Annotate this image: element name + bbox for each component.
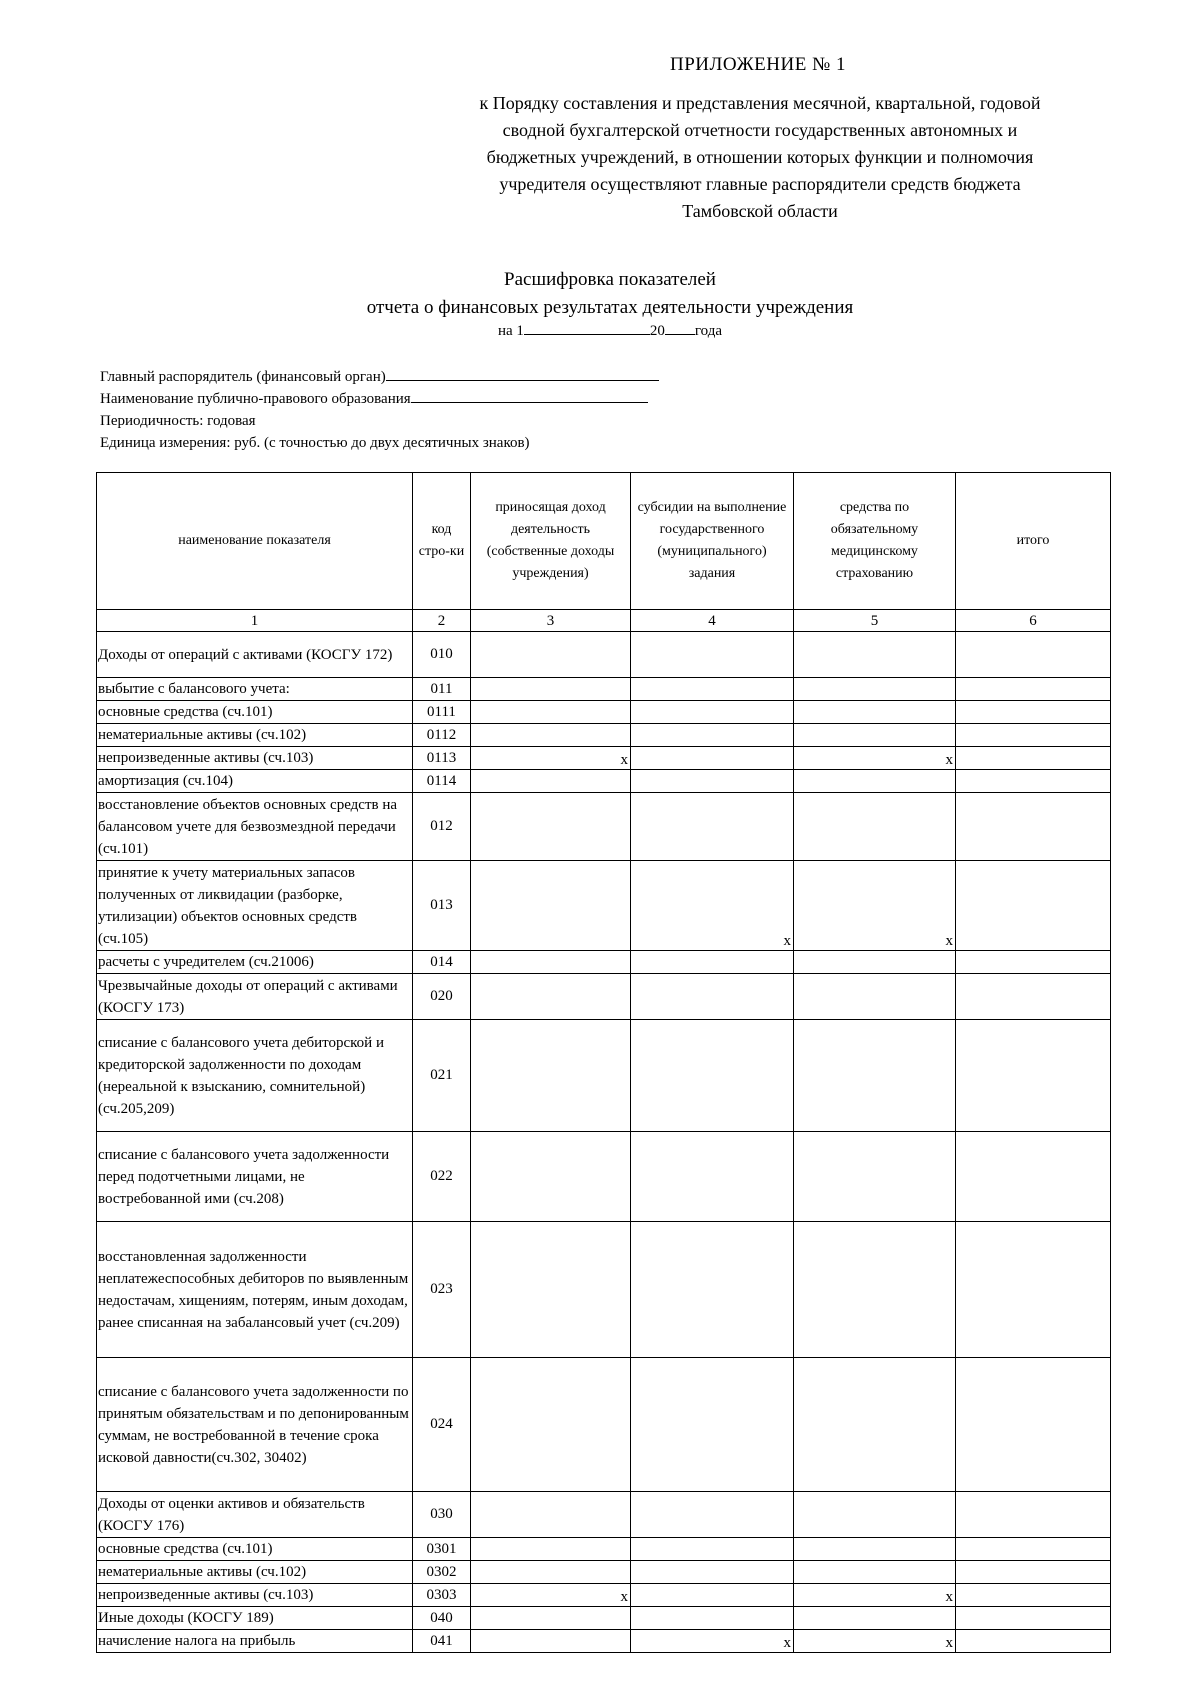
appendix-title: ПРИЛОЖЕНИЕ № 1: [670, 54, 846, 75]
cell-total[interactable]: [956, 793, 1111, 861]
row-code: 0301: [413, 1538, 471, 1561]
cell-income-activity[interactable]: [471, 724, 631, 747]
meta-chief: Главный распорядитель (финансовый орган): [100, 369, 386, 385]
header-name: наименование показателя: [97, 473, 413, 610]
table-row: [97, 1492, 1111, 1538]
cell-total[interactable]: [956, 1132, 1111, 1222]
row-code: 0303: [413, 1584, 471, 1607]
row-code: 013: [413, 861, 471, 951]
cell-medical-insurance[interactable]: [794, 632, 956, 678]
report-date-line: [300, 320, 920, 340]
table-row: [97, 861, 1111, 951]
table-row: [97, 951, 1111, 974]
table-row: [97, 793, 1111, 861]
cell-medical-insurance[interactable]: [794, 1132, 956, 1222]
cell-total[interactable]: [956, 701, 1111, 724]
cell-total[interactable]: [956, 770, 1111, 793]
row-name: нематериальные активы (сч.102): [97, 724, 413, 747]
cell-income-activity[interactable]: [471, 1492, 631, 1538]
cell-income-activity[interactable]: [471, 1538, 631, 1561]
cell-income-activity[interactable]: [471, 632, 631, 678]
appendix-text: [400, 90, 1120, 225]
row-name: списание с балансового учета задолженности по принятым обязательствам и по депонированным суммам, не востребованной в течение срока исковой давности(сч.302, 30402): [97, 1358, 413, 1492]
cell-subsidies[interactable]: [631, 1492, 794, 1538]
table-row: [97, 1561, 1111, 1584]
table-row: [97, 1222, 1111, 1358]
cell-subsidies[interactable]: x: [631, 861, 794, 951]
cell-income-activity[interactable]: x: [471, 747, 631, 770]
row-name: основные средства (сч.101): [97, 701, 413, 724]
cell-subsidies[interactable]: [631, 747, 794, 770]
table-row: [97, 747, 1111, 770]
cell-subsidies[interactable]: [631, 1132, 794, 1222]
cell-income-activity[interactable]: [471, 770, 631, 793]
column-number: 4: [631, 610, 794, 632]
cell-total[interactable]: [956, 951, 1111, 974]
row-name: непроизведенные активы (сч.103): [97, 747, 413, 770]
row-name: основные средства (сч.101): [97, 1538, 413, 1561]
row-name: Доходы от операций с активами (КОСГУ 172): [97, 632, 413, 678]
column-number: 3: [471, 610, 631, 632]
cell-total[interactable]: [956, 1020, 1111, 1132]
cell-medical-insurance[interactable]: [794, 1358, 956, 1492]
cell-subsidies[interactable]: [631, 678, 794, 701]
row-name: списание с балансового учета дебиторской и кредиторской задолженности по доходам (нереальной к взысканию, сомнительной) (сч.205,209): [97, 1020, 413, 1132]
table-row: [97, 701, 1111, 724]
row-code: 0111: [413, 701, 471, 724]
column-number: 1: [97, 610, 413, 632]
cell-income-activity[interactable]: [471, 1630, 631, 1653]
cell-medical-insurance[interactable]: [794, 1492, 956, 1538]
cell-subsidies[interactable]: [631, 1020, 794, 1132]
cell-subsidies[interactable]: [631, 770, 794, 793]
cell-income-activity[interactable]: [471, 678, 631, 701]
table-row: [97, 1584, 1111, 1607]
cell-total[interactable]: [956, 1222, 1111, 1358]
row-code: 022: [413, 1132, 471, 1222]
table-row: [97, 1607, 1111, 1630]
table-row: [97, 770, 1111, 793]
row-name: восстановление объектов основных средств на балансовом учете для безвозмездной передачи (сч.101): [97, 793, 413, 861]
cell-subsidies[interactable]: [631, 1538, 794, 1561]
cell-income-activity[interactable]: [471, 1561, 631, 1584]
meta-entity: Наименование публично-правового образования: [100, 391, 411, 407]
cell-subsidies[interactable]: [631, 793, 794, 861]
header-subsidies: субсидии на выполнение государственного (муниципального) задания: [631, 473, 794, 610]
cell-total[interactable]: [956, 974, 1111, 1020]
cell-total[interactable]: [956, 1561, 1111, 1584]
cell-income-activity[interactable]: [471, 1358, 631, 1492]
cell-medical-insurance[interactable]: [794, 724, 956, 747]
cell-income-activity[interactable]: x: [471, 1584, 631, 1607]
header-code: код стро-ки: [413, 473, 471, 610]
cell-subsidies[interactable]: [631, 1584, 794, 1607]
cell-medical-insurance[interactable]: [794, 1561, 956, 1584]
column-number: 5: [794, 610, 956, 632]
cell-medical-insurance[interactable]: x: [794, 747, 956, 770]
cell-income-activity[interactable]: [471, 1132, 631, 1222]
appendix-line: учредителя осуществляют главные распорядители средств бюджета: [499, 174, 1021, 194]
date-blank-year: [665, 320, 695, 335]
cell-medical-insurance[interactable]: [794, 701, 956, 724]
meta-chief-line: [100, 366, 659, 388]
row-code: 030: [413, 1492, 471, 1538]
cell-total[interactable]: [956, 1607, 1111, 1630]
row-code: 0114: [413, 770, 471, 793]
row-name: Доходы от оценки активов и обязательств (КОСГУ 176): [97, 1492, 413, 1538]
date-suffix: года: [694, 323, 723, 339]
cell-subsidies[interactable]: [631, 724, 794, 747]
date-blank-day-month: [524, 320, 650, 335]
table-header-row: [97, 473, 1111, 610]
row-name: Чрезвычайные доходы от операций с активами (КОСГУ 173): [97, 974, 413, 1020]
row-name: расчеты с учредителем (сч.21006): [97, 951, 413, 974]
row-name: принятие к учету материальных запасов полученных от ликвидации (разборке, утилизации) объектов основных средств (сч.105): [97, 861, 413, 951]
report-table: [96, 472, 1111, 1653]
date-mid: 20: [649, 323, 665, 339]
cell-medical-insurance[interactable]: [794, 793, 956, 861]
row-code: 0302: [413, 1561, 471, 1584]
cell-medical-insurance[interactable]: [794, 770, 956, 793]
cell-subsidies[interactable]: [631, 951, 794, 974]
row-name: нематериальные активы (сч.102): [97, 1561, 413, 1584]
table-row: [97, 1538, 1111, 1561]
cell-medical-insurance[interactable]: x: [794, 861, 956, 951]
cell-medical-insurance[interactable]: [794, 1538, 956, 1561]
header-total: итого: [956, 473, 1111, 610]
cell-total[interactable]: [956, 861, 1111, 951]
row-code: 011: [413, 678, 471, 701]
row-code: 012: [413, 793, 471, 861]
cell-subsidies[interactable]: x: [631, 1630, 794, 1653]
row-code: 024: [413, 1358, 471, 1492]
row-code: 020: [413, 974, 471, 1020]
table-row: [97, 1630, 1111, 1653]
row-name: выбытие с балансового учета:: [97, 678, 413, 701]
row-name: восстановленная задолженности неплатежеспособных дебиторов по выявленным недостачам, хищениям, потерям, иным доходам, ранее списанная на забалансовый учет (сч.209): [97, 1222, 413, 1358]
cell-total[interactable]: [956, 1630, 1111, 1653]
row-name: амортизация (сч.104): [97, 770, 413, 793]
row-code: 023: [413, 1222, 471, 1358]
cell-total[interactable]: [956, 747, 1111, 770]
meta-entity-line: [100, 388, 659, 410]
cell-subsidies[interactable]: [631, 974, 794, 1020]
row-code: 041: [413, 1630, 471, 1653]
cell-total[interactable]: [956, 1358, 1111, 1492]
cell-income-activity[interactable]: [471, 974, 631, 1020]
cell-income-activity[interactable]: [471, 861, 631, 951]
row-name: Иные доходы (КОСГУ 189): [97, 1607, 413, 1630]
appendix-line: бюджетных учреждений, в отношении которых функции и полномочия: [486, 147, 1034, 167]
cell-subsidies[interactable]: [631, 701, 794, 724]
row-code: 0112: [413, 724, 471, 747]
cell-total[interactable]: [956, 1492, 1111, 1538]
column-number: 6: [956, 610, 1111, 632]
row-name: непроизведенные активы (сч.103): [97, 1584, 413, 1607]
cell-income-activity[interactable]: [471, 1607, 631, 1630]
row-code: 040: [413, 1607, 471, 1630]
report-heading: [300, 266, 920, 322]
cell-income-activity[interactable]: [471, 951, 631, 974]
meta-chief-blank: [386, 366, 659, 381]
cell-total[interactable]: [956, 678, 1111, 701]
table-row: [97, 1020, 1111, 1132]
cell-total[interactable]: [956, 632, 1111, 678]
appendix-line: к Порядку составления и представления месячной, квартальной, годовой: [479, 93, 1041, 113]
meta-unit: Единица измерения: руб. (с точностью до двух десятичных знаков): [100, 435, 530, 451]
header-medical-insurance: средства по обязательному медицинскому страхованию: [794, 473, 956, 610]
cell-subsidies[interactable]: [631, 632, 794, 678]
cell-medical-insurance[interactable]: [794, 678, 956, 701]
appendix-line: Тамбовской области: [682, 201, 838, 221]
column-number-row: [97, 610, 1111, 632]
row-name: начисление налога на прибыль: [97, 1630, 413, 1653]
report-title: Расшифровка показателей: [504, 269, 716, 290]
table-body: [97, 632, 1111, 1653]
cell-income-activity[interactable]: [471, 1020, 631, 1132]
cell-income-activity[interactable]: [471, 701, 631, 724]
cell-medical-insurance[interactable]: x: [794, 1630, 956, 1653]
table-row: [97, 1132, 1111, 1222]
cell-subsidies[interactable]: [631, 1222, 794, 1358]
row-code: 0113: [413, 747, 471, 770]
row-code: 021: [413, 1020, 471, 1132]
row-code: 014: [413, 951, 471, 974]
row-name: списание с балансового учета задолженности перед подотчетными лицами, не востребованной ими (сч.208): [97, 1132, 413, 1222]
appendix-line: сводной бухгалтерской отчетности государственных автономных и: [502, 120, 1018, 140]
cell-medical-insurance[interactable]: [794, 1222, 956, 1358]
cell-income-activity[interactable]: [471, 1222, 631, 1358]
cell-total[interactable]: [956, 1538, 1111, 1561]
cell-subsidies[interactable]: [631, 1561, 794, 1584]
column-number: 2: [413, 610, 471, 632]
table-row: [97, 974, 1111, 1020]
cell-total[interactable]: [956, 1584, 1111, 1607]
cell-subsidies[interactable]: [631, 1607, 794, 1630]
report-meta: [100, 366, 659, 454]
cell-total[interactable]: [956, 724, 1111, 747]
cell-medical-insurance[interactable]: x: [794, 1584, 956, 1607]
table-row: [97, 632, 1111, 678]
table-row: [97, 724, 1111, 747]
meta-period: Периодичность: годовая: [100, 413, 256, 429]
meta-entity-blank: [411, 388, 648, 403]
cell-medical-insurance[interactable]: [794, 1607, 956, 1630]
cell-medical-insurance[interactable]: [794, 974, 956, 1020]
table-row: [97, 678, 1111, 701]
cell-subsidies[interactable]: [631, 1358, 794, 1492]
cell-medical-insurance[interactable]: [794, 951, 956, 974]
report-subtitle: отчета о финансовых результатах деятельности учреждения: [366, 297, 854, 318]
row-code: 010: [413, 632, 471, 678]
table-row: [97, 1358, 1111, 1492]
header-income-activity: приносящая доход деятельность (собственные доходы учреждения): [471, 473, 631, 610]
cell-medical-insurance[interactable]: [794, 1020, 956, 1132]
date-prefix: на 1: [497, 323, 524, 339]
cell-income-activity[interactable]: [471, 793, 631, 861]
